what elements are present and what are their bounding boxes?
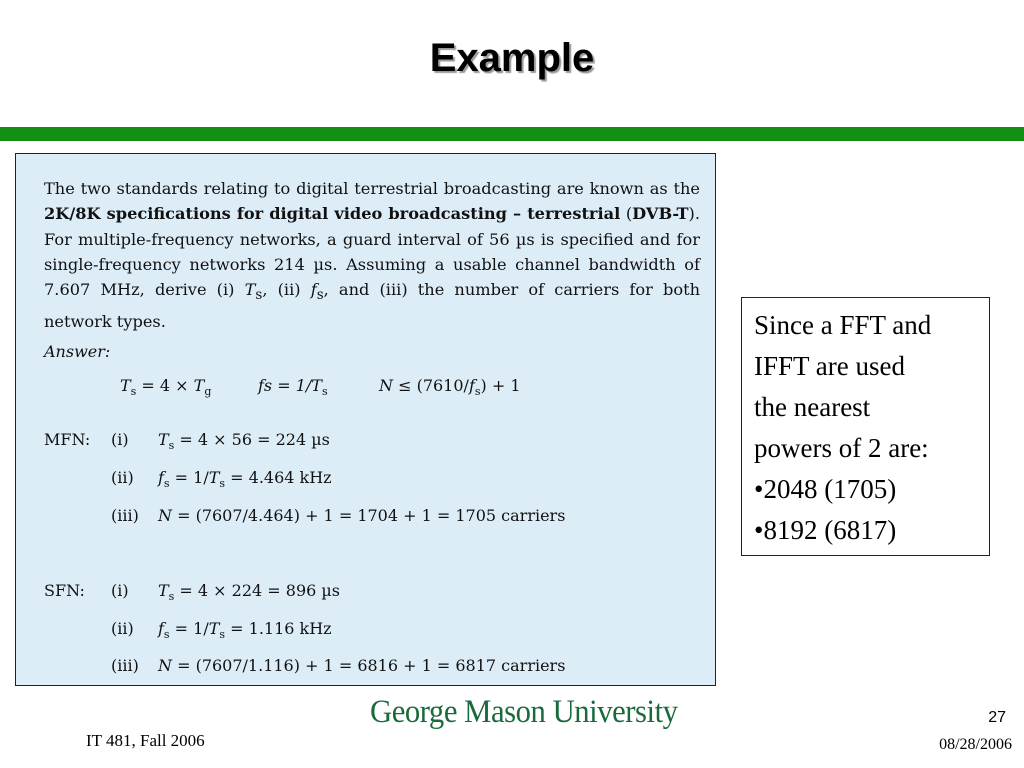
mfn-i-equation: $T_s = 4 \times 56 = 224$ µs — [158, 430, 330, 453]
note-line: Since a FFT and — [754, 310, 932, 340]
mfn-ii-label: (ii) — [111, 468, 134, 487]
university-logo: George Mason University — [370, 694, 678, 730]
slide-title: Example — [429, 36, 595, 80]
problem-text: The two standards relating to digital terrestrial broadcasting are known as the 2K/8K specifications for digital video broadcasting – terrestrial (DVB-T). For multiple-frequency networks, a guard interval of 56 µs is specified and for single-frequency networks 214 µs. Assuming a usable channel bandwidth of 7.607 MHz, derive (i) $T_s$, (ii) $f_s$, and (iii) the number of carriers for both network types. — [44, 179, 701, 331]
slide-date: 08/28/2006 — [939, 736, 1012, 753]
note-line: powers of 2 are: — [754, 433, 929, 463]
course-label: IT 481, Fall 2006 — [86, 731, 205, 750]
sfn-i-label: (i) — [111, 581, 129, 600]
formula-fs: fs = $1/T_s$ — [258, 376, 328, 399]
formula-n: $N \le (7610/f_s) + 1$ — [379, 376, 521, 399]
note-line: IFFT are used — [754, 351, 905, 381]
sfn-i-equation: $T_s = 4 \times 224 = 896$ µs — [158, 581, 341, 604]
title-divider-bar — [0, 127, 1024, 141]
note-bullet-8192: •8192 (6817) — [754, 515, 897, 545]
sfn-label: SFN: — [44, 581, 85, 600]
mfn-label: MFN: — [44, 430, 91, 449]
answer-label: Answer: — [44, 342, 111, 361]
page-number: 27 — [988, 709, 1006, 726]
mfn-iii-equation: N = (7607/4.464) + 1 = 1704 + 1 = 1705 carriers — [158, 506, 566, 525]
mfn-ii-equation: $f_s = 1/T_s = 4.464$ kHz — [158, 468, 332, 491]
problem-box — [15, 153, 716, 686]
sfn-iii-label: (iii) — [111, 656, 139, 675]
note-line: the nearest — [754, 392, 871, 422]
note-bullet-2048: •2048 (1705) — [754, 474, 897, 504]
mfn-iii-label: (iii) — [111, 506, 139, 525]
note-box — [741, 297, 990, 556]
formula-ts: $T_s = 4 \times T_g$ — [120, 376, 212, 399]
sfn-iii-equation: N = (7607/1.116) + 1 = 6816 + 1 = 6817 carriers — [158, 656, 566, 675]
mfn-i-label: (i) — [111, 430, 129, 449]
sfn-ii-equation: $f_s = 1/T_s = 1.116$ kHz — [158, 619, 332, 642]
sfn-ii-label: (ii) — [111, 619, 134, 638]
